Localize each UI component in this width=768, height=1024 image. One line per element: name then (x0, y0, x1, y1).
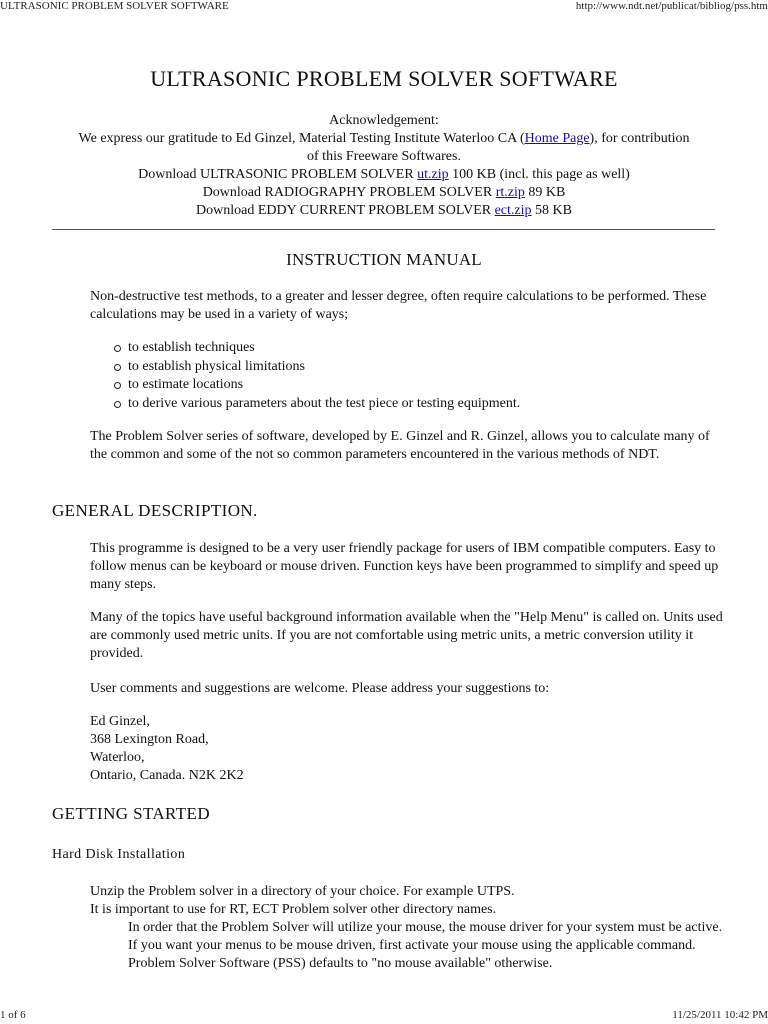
address-line: Waterloo, (90, 750, 145, 765)
install-line-2: It is important to use for RT, ECT Problem solver other directory names. (90, 902, 497, 917)
bullet-icon (114, 345, 121, 352)
general-description-heading: GENERAL DESCRIPTION. (52, 501, 258, 520)
print-header (0, 0, 768, 14)
page-title: ULTRASONIC PROBLEM SOLVER SOFTWARE (150, 66, 618, 91)
rt-zip-link[interactable]: rt.zip (495, 185, 525, 200)
general-description-paragraph-3: User comments and suggestions are welcome. Please address your suggestions to: (90, 681, 550, 696)
list-item (128, 395, 728, 414)
download-ut-line (40, 166, 728, 184)
print-header-url: http://www.ndt.net/publicat/bibliog/pss.htm (575, 0, 768, 12)
download-ect-suffix: 58 KB (531, 203, 572, 218)
general-description-paragraph-1: This programme is designed to be a very user friendly package for users of IBM compatible computers. Easy to follow menus can be keyboard or mouse driven. Function keys have been programmed to simplify and speed up many steps. (90, 541, 719, 592)
uses-list (128, 339, 728, 413)
list-item (128, 339, 728, 358)
mouse-driver-note: In order that the Problem Solver will utilize your mouse, the mouse driver for your system must be active. If you want your menus to be mouse driven, first activate your mouse using the applicable command. Problem Solver Software (PSS) defaults to "no mouse available" otherwise. (128, 920, 723, 971)
download-ect-prefix: Download EDDY CURRENT PROBLEM SOLVER (196, 203, 495, 218)
download-ut-prefix: Download ULTRASONIC PROBLEM SOLVER (138, 167, 418, 182)
acknowledgement-suffix: ), for contribution (589, 131, 690, 146)
address-line: Ontario, Canada. N2K 2K2 (90, 768, 244, 783)
hard-disk-installation-heading: Hard Disk Installation (52, 847, 186, 862)
download-rt-line (40, 184, 728, 202)
address-line: 368 Lexington Road, (90, 732, 209, 747)
list-item-text: to estimate locations (128, 377, 244, 392)
acknowledgement-line-2: of this Freeware Softwares. (307, 149, 461, 164)
acknowledgement-block (40, 112, 728, 220)
acknowledgement-line (40, 130, 728, 148)
home-page-link[interactable]: Home Page (524, 131, 590, 146)
list-item (128, 358, 728, 377)
contact-address (90, 713, 726, 785)
ut-zip-link[interactable]: ut.zip (417, 167, 449, 182)
install-line-1: Unzip the Problem solver in a directory of your choice. For example UTPS. (90, 884, 515, 899)
getting-started-heading: GETTING STARTED (52, 804, 211, 823)
page-count: 1 of 6 (0, 1009, 26, 1021)
download-rt-suffix: 89 KB (524, 185, 566, 200)
download-rt-prefix: Download RADIOGRAPHY PROBLEM SOLVER (202, 185, 496, 200)
acknowledgement-prefix: We express our gratitude to Ed Ginzel, Material Testing Institute Waterloo CA ( (78, 131, 525, 146)
list-item-text: to derive various parameters about the test piece or testing equipment. (128, 395, 521, 411)
general-description-paragraph-2: Many of the topics have useful background information available when the "Help Menu" is called on. Units used are commonly used metric units. If you are not comfortable using metric units, a metric conversion utility it provided. (90, 610, 723, 661)
print-header-title: ULTRASONIC PROBLEM SOLVER SOFTWARE (0, 0, 229, 12)
instruction-manual-heading: INSTRUCTION MANUAL (286, 250, 482, 269)
download-ect-line (40, 202, 728, 220)
print-footer (0, 1009, 768, 1023)
bullet-icon (114, 401, 121, 408)
list-item (128, 376, 728, 395)
print-datetime: 11/25/2011 10:42 PM (672, 1009, 768, 1021)
list-item-text: to establish techniques (128, 340, 255, 355)
list-item-text: to establish physical limitations (128, 358, 305, 374)
horizontal-divider (52, 229, 715, 230)
ect-zip-link[interactable]: ect.zip (494, 203, 532, 218)
download-ut-suffix: 100 KB (incl. this page as well) (448, 167, 630, 182)
acknowledgement-heading: Acknowledgement: (329, 113, 439, 128)
intro-paragraph: Non-destructive test methods, to a greater and lesser degree, often require calculations to be performed. These calculations may be used in a variety of ways; (90, 289, 707, 322)
series-paragraph: The Problem Solver series of software, developed by E. Ginzel and R. Ginzel, allows you to calculate many of the common and some of the not so common parameters encountered in the various methods of NDT. (90, 429, 710, 462)
address-line: Ed Ginzel, (90, 714, 150, 729)
bullet-icon (114, 382, 121, 389)
bullet-icon (114, 364, 121, 371)
